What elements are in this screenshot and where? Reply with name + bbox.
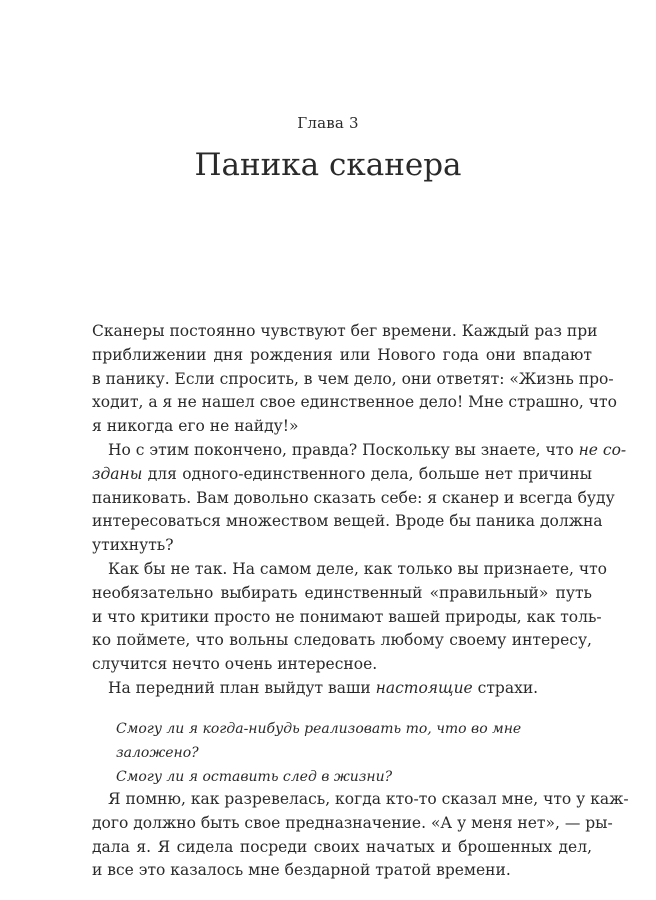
paragraph-5 [92, 788, 629, 883]
text-line: необязательно выбирать единственный «правильный» путь [92, 583, 592, 602]
text-line: дого должно быть свое предназначение. «А у меня нет», — ры- [92, 813, 613, 832]
paragraph-1 [92, 320, 617, 439]
text-line [92, 677, 592, 701]
paragraph-3 [92, 558, 608, 677]
text-run: На передний план выйдут ваши [108, 678, 376, 697]
emphasis-text: настоящие [375, 678, 473, 697]
quote-line: Смогу ли я когда-нибудь реализовать то, что во мне заложено? [116, 721, 522, 761]
chapter-body [92, 320, 627, 701]
text-line: утихнуть? [92, 536, 174, 555]
text-line: интересоваться множеством вещей. Вроде бы паника должна [92, 512, 603, 531]
text-line: паниковать. Вам довольно сказать себе: я сканер и всегда буду [92, 488, 615, 507]
paragraph-2 [92, 439, 627, 558]
text-line: приближении дня рождения или Нового года они впадают [92, 345, 592, 364]
text-line: я никогда его не найду!» [92, 417, 299, 436]
text-line [92, 439, 627, 463]
text-line: ко поймете, что вольны следовать любому своему интересу, [92, 631, 592, 650]
chapter-label: Глава 3 [297, 114, 359, 132]
quote-line: Смогу ли я оставить след в жизни? [116, 769, 393, 785]
chapter-title: Паника сканера [194, 147, 462, 183]
text-line: Сканеры постоянно чувствуют бег времени. Каждый раз при [92, 322, 598, 340]
text-line: дала я. Я сидела посреди своих начатых и брошенных дел, [92, 837, 592, 856]
text-line [92, 463, 592, 487]
text-run: для одного-единственного дела, больше нет причины [142, 464, 592, 483]
text-line: и что критики просто не понимают вашей природы, как толь- [92, 607, 602, 626]
closing-paragraph [92, 788, 629, 883]
emphasis-text: зданы [92, 464, 143, 483]
emphasis-text: не со- [578, 440, 627, 459]
paragraph-4 [92, 677, 592, 701]
text-line: ходит, а я не нашел свое единственное дело! Мне страшно, что [92, 393, 617, 412]
text-line: Я помню, как разревелась, когда кто-то сказал мне, что у каж- [108, 790, 629, 808]
text-run: страхи. [472, 678, 539, 697]
text-line: случится нечто очень интересное. [92, 655, 378, 674]
italic-quote [116, 717, 596, 789]
text-run: Но с этим покончено, правда? Поскольку вы знаете, что [108, 440, 579, 459]
text-line: в панику. Если спросить, в чем дело, они ответят: «Жизнь про- [92, 369, 614, 388]
text-line: Как бы не так. На самом деле, как только вы признаете, что [108, 559, 608, 578]
text-line: и все это казалось мне бездарной тратой времени. [92, 861, 511, 880]
